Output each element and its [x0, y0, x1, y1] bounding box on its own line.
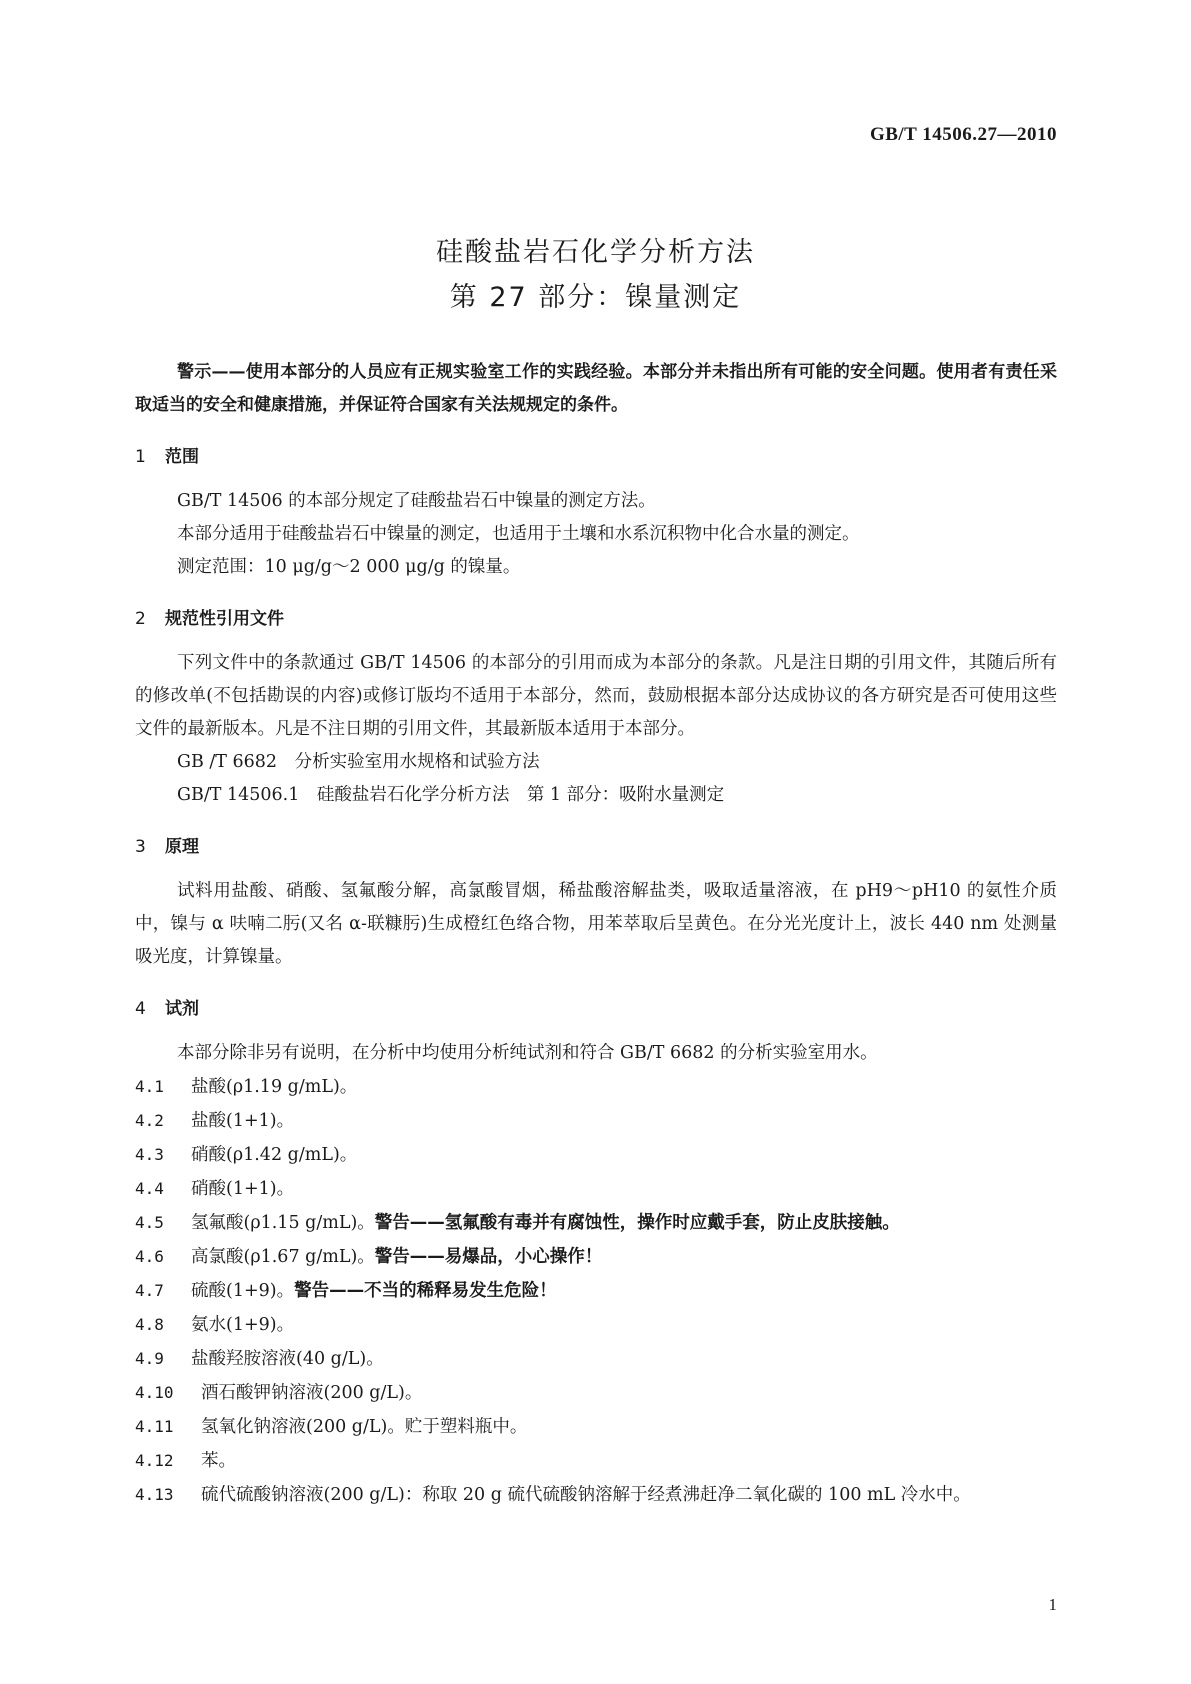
item-warning: 警告——氢氟酸有毒并有腐蚀性，操作时应戴手套，防止皮肤接触。 — [374, 1213, 900, 1233]
item-number: 4.8 — [135, 1315, 164, 1334]
item-number: 4.3 — [135, 1145, 164, 1164]
item-text: 硝酸(ρ1.42 g/mL)。 — [191, 1145, 358, 1165]
section-number: 1 — [135, 447, 146, 467]
section-heading-normative-references — [135, 603, 1057, 636]
reagent-item — [135, 1342, 1057, 1376]
item-number: 4.13 — [135, 1485, 174, 1504]
reagent-item — [135, 1138, 1057, 1172]
item-warning: 警告——不当的稀释易发生危险！ — [294, 1281, 557, 1301]
item-warning: 警告——易爆品，小心操作！ — [374, 1247, 603, 1267]
item-text: 氢氟酸(ρ1.15 g/mL)。 — [191, 1213, 375, 1233]
page-number: 1 — [1048, 1595, 1057, 1614]
paragraph: 本部分适用于硅酸盐岩石中镍量的测定，也适用于土壤和水系沉积物中化合水量的测定。 — [177, 524, 860, 544]
item-text: 盐酸羟胺溶液(40 g/L)。 — [191, 1349, 384, 1369]
item-number: 4.2 — [135, 1111, 164, 1130]
item-text: 盐酸(1+1)。 — [191, 1111, 295, 1131]
paragraph: 本部分除非另有说明，在分析中均使用分析纯试剂和符合 GB/T 6682 的分析实验室用水。 — [177, 1043, 878, 1063]
reagent-item — [135, 1070, 1057, 1104]
reagent-item — [135, 1410, 1057, 1444]
reagent-item — [135, 1478, 1057, 1512]
item-text: 氨水(1+9)。 — [191, 1315, 295, 1335]
item-number: 4.6 — [135, 1247, 164, 1266]
reagent-item — [135, 1274, 1057, 1308]
item-number: 4.5 — [135, 1213, 164, 1232]
reagent-item — [135, 1444, 1057, 1478]
item-text: 硝酸(1+1)。 — [191, 1179, 295, 1199]
paragraph: GB/T 14506 的本部分规定了硅酸盐岩石中镍量的测定方法。 — [177, 491, 656, 511]
section-heading-principle — [135, 831, 1057, 864]
section-title: 试剂 — [165, 999, 199, 1019]
section-number: 4 — [135, 999, 146, 1019]
item-text: 硫酸(1+9)。 — [191, 1281, 295, 1301]
item-text: 苯。 — [201, 1451, 236, 1471]
reagent-item — [135, 1376, 1057, 1410]
document-title: 硅酸盐岩石化学分析方法 — [436, 237, 755, 268]
item-text: 酒石酸钾钠溶液(200 g/L)。 — [201, 1383, 423, 1403]
reagent-item — [135, 1240, 1057, 1274]
item-text: 盐酸(ρ1.19 g/mL)。 — [191, 1077, 358, 1097]
paragraph: 试料用盐酸、硝酸、氢氟酸分解，高氯酸冒烟，稀盐酸溶解盐类，吸取适量溶液，在 pH9～pH10 的氨性介质中，镍与 α 呋喃二肟(又名 α-联糠肟)生成橙红色络合物，用苯萃取后呈黄色。在分光光度计上，波长 440 nm 处测量吸光度，计算镍量。 — [135, 881, 1057, 967]
reagent-item — [135, 1206, 1057, 1240]
document-body — [135, 356, 1057, 1512]
item-number: 4.1 — [135, 1077, 164, 1096]
reagent-item — [135, 1104, 1057, 1138]
item-text: 高氯酸(ρ1.67 g/mL)。 — [191, 1247, 375, 1267]
item-text: 氢氧化钠溶液(200 g/L)。贮于塑料瓶中。 — [201, 1417, 528, 1437]
paragraph: 测定范围：10 μg/g～2 000 μg/g 的镍量。 — [177, 557, 521, 577]
paragraph: 下列文件中的条款通过 GB/T 14506 的本部分的引用而成为本部分的条款。凡是注日期的引用文件，其随后所有的修改单(不包括勘误的内容)或修订版均不适用于本部分，然而，鼓励根据本部分达成协议的各方研究是否可使用这些文件的最新版本。凡是不注日期的引用文件，其最新版本适用于本部分。 — [135, 653, 1057, 739]
item-number: 4.7 — [135, 1281, 164, 1300]
item-number: 4.9 — [135, 1349, 164, 1368]
reagent-item — [135, 1308, 1057, 1342]
section-title: 原理 — [165, 837, 199, 857]
reference-item: GB /T 6682 分析实验室用水规格和试验方法 — [177, 752, 540, 772]
document-subtitle: 第 27 部分：镍量测定 — [449, 282, 742, 313]
section-heading-reagents — [135, 993, 1057, 1026]
item-number: 4.12 — [135, 1451, 174, 1470]
section-title: 规范性引用文件 — [165, 609, 284, 629]
item-number: 4.4 — [135, 1179, 164, 1198]
section-title: 范围 — [165, 447, 199, 467]
item-number: 4.11 — [135, 1417, 174, 1436]
item-number: 4.10 — [135, 1383, 174, 1402]
section-number: 2 — [135, 609, 146, 629]
standard-code: GB/T 14506.27—2010 — [869, 124, 1057, 145]
item-text: 硫代硫酸钠溶液(200 g/L)：称取 20 g 硫代硫酸钠溶解于经煮沸赶净二氧化碳的 100 mL 冷水中。 — [201, 1485, 971, 1505]
reference-item: GB/T 14506.1 硅酸盐岩石化学分析方法 第 1 部分：吸附水量测定 — [177, 785, 725, 805]
section-heading-scope — [135, 441, 1057, 474]
safety-warning: 警示——使用本部分的人员应有正规实验室工作的实践经验。本部分并未指出所有可能的安全问题。使用者有责任采取适当的安全和健康措施，并保证符合国家有关法规规定的条件。 — [135, 362, 1057, 415]
reagent-item — [135, 1172, 1057, 1206]
section-number: 3 — [135, 837, 146, 857]
